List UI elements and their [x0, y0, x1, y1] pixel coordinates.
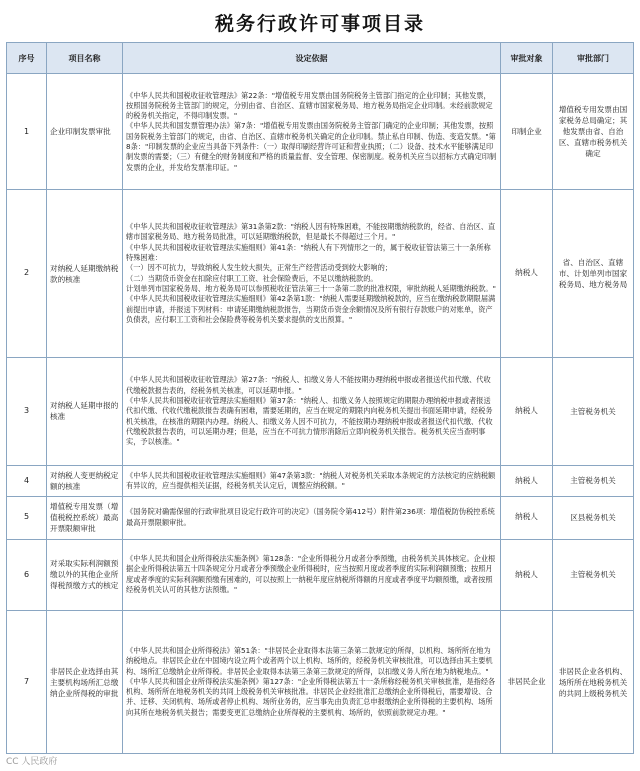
permit-table [6, 42, 634, 754]
row-object: 纳税人 [501, 190, 553, 357]
row-no: 7 [7, 611, 47, 754]
basis-para: 《中华人民共和国企业所得税法》第51条："非居民企业取得本法第三条第二款规定的所得，以机构、场所所在地为纳税地点。非居民企业在中国境内设立两个或者两个以上机构、场所的，经税务机关审核批准，可以选择由其主要机构、场所汇总缴纳企业所得税。非居民企业取得本法第三条第三款规定的所得，以扣缴义务人所在地为纳税地点。" [126, 645, 493, 676]
row-name: 对纳税人变更纳税定额的核准 [47, 466, 123, 497]
header-no: 序号 [7, 43, 47, 74]
table-row [7, 74, 634, 190]
page-title: 税务行政许可事项目录 [214, 13, 425, 35]
basis-para: 《中华人民共和国税收征收管理法实施细则》第47条第3款："纳税人对税务机关采取本条规定的方法核定的应纳税额有异议的，应当提供相关证据，经税务机关认定后，调整应纳税额。" [126, 470, 496, 490]
row-dept: 主管税务机关 [553, 357, 634, 465]
header-name: 项目名称 [47, 43, 123, 74]
row-no: 4 [7, 466, 47, 497]
row-dept: 主管税务机关 [553, 466, 634, 497]
basis-para: 《中华人民共和国税收征收管理法》第22条："增值税专用发票由国务院税务主管部门指定的企业印制；其他发票，按照国务院税务主管部门的规定，分别由省、自治区、直辖市国家税务局、地方税务局指定企业印制。未经前款规定的税务机关指定，不得印制发票。" [126, 90, 493, 121]
basis-para: 《中华人民共和国发票管理办法》第7条："增值税专用发票由国务院税务主管部门确定的企业印制；其他发票，按照国务院税务主管部门的规定，由省、自治区、直辖市税务机关确定的企业印制。禁止私自印制、伪造、变造发票。"第8条："印制发票的企业应当具备下列条件：（一）取得印刷经营许可证和营业执照；（二）设备、技术水平能够满足印制发票的需要；（三）有健全的财务制度和严格的质量监督、安全管理、保密制度。税务机关应当以招标方式确定印制发票的企业，并发给发票准印证。" [126, 121, 497, 172]
row-name: 对纳税人延期缴纳税款的核准 [47, 190, 123, 357]
row-name: 对采取实际利润额预缴以外的其他企业所得税预缴方式的核定 [47, 539, 123, 610]
basis-para: 《中华人民共和国税收征收管理法实施细则》第41条："纳税人有下列情形之一的，属于税收征管法第三十一条所称特殊困难： [126, 242, 491, 263]
basis-para: 《中华人民共和国税收征收管理法实施细则》第42条第1款："纳税人需要延期缴纳税款的，应当在缴纳税款期限届满前提出申请，并报送下列材料：申请延期缴纳税款报告，当期货币资金余额情况及所有银行存款账户的对账单，资产负债表，应付职工工资和社会保险费等税务机关要求提供的支出预算。" [126, 294, 496, 324]
row-object: 纳税人 [501, 357, 553, 465]
row-basis [123, 539, 501, 610]
row-name: 企业印制发票审批 [47, 74, 123, 190]
row-object: 纳税人 [501, 539, 553, 610]
row-basis [123, 357, 501, 465]
row-name: 增值税专用发票（增值税税控系统）最高开票限额审批 [47, 496, 123, 539]
row-dept: 主管税务机关 [553, 539, 634, 610]
basis-para: 《国务院对确需保留的行政审批项目设定行政许可的决定》（国务院令第412号）附件第236项：增值税防伪税控系统最高开票限额审批。 [126, 507, 495, 527]
table-row [7, 357, 634, 465]
basis-para: （二）当期货币资金在扣除应付职工工资、社会保险费后，不足以缴纳税款的。 [126, 273, 378, 283]
table-row [7, 496, 634, 539]
header-row [7, 43, 634, 74]
row-name: 对纳税人延期申报的核准 [47, 357, 123, 465]
row-dept: 非居民企业各机构、场所所在地税务机关的共同上级税务机关 [553, 611, 634, 754]
row-dept: 区县税务机关 [553, 496, 634, 539]
basis-para: 《中华人民共和国企业所得税法实施条例》第128条："企业所得税分月或者分季预缴，由税务机关具体核定。企业根据企业所得税法第五十四条规定分月或者分季预缴企业所得税时，应当按照月度或者季度的实际利润额预缴；按照月度或者季度的实际利润额预缴有困难的，可以按照上一纳税年度应纳税所得额的月度或者季度平均额预缴，或者按照经税务机关认可的其他方法预缴。" [126, 554, 496, 595]
row-basis [123, 190, 501, 357]
basis-para: 《中华人民共和国税收征收管理法实施细则》第37条："纳税人、扣缴义务人按照规定的期限办理纳税申报或者报送代扣代缴、代收代缴税款报告表确有困难，需要延期的，应当在规定的期限内向税务机关提出书面延期申请，经税务机关核准，在核准的期限内办理。纳税人、扣缴义务人因不可抗力，不能按期办理纳税申报或者报送代扣代缴、代收代缴税款报告表的，可以延期办理；但是，应当在不可抗力情形消除后立即向税务机关报告。税务机关应当查明事实，予以核准。" [126, 395, 493, 447]
row-object: 印制企业 [501, 74, 553, 190]
table-row [7, 190, 634, 357]
row-object: 纳税人 [501, 496, 553, 539]
row-no: 6 [7, 539, 47, 610]
row-no: 1 [7, 74, 47, 190]
basis-para: （一）因不可抗力，导致纳税人发生较大损失，正常生产经营活动受到较大影响的； [126, 263, 392, 273]
row-dept: 增值税专用发票由国家税务总局确定；其他发票由省、自治区、直辖市税务机关确定 [553, 74, 634, 190]
table-row [7, 539, 634, 610]
header-dept: 审批部门 [553, 43, 634, 74]
watermark: CC 人民政府 [6, 757, 58, 767]
row-object: 纳税人 [501, 466, 553, 497]
row-no: 3 [7, 357, 47, 465]
basis-para: 计划单列市国家税务局、地方税务局可以参照税收征管法第三十一条第二款的批准权限，审批纳税人延期缴纳税款。" [126, 283, 496, 293]
basis-para: 《中华人民共和国税收征收管理法》第27条："纳税人、扣缴义务人不能按期办理纳税申报或者报送代扣代缴、代收代缴税款报告表的，经税务机关核准，可以延期申报。" [126, 375, 491, 395]
row-basis [123, 466, 501, 497]
basis-para: 《中华人民共和国企业所得税法实施条例》第127条："企业所得税法第五十一条所称经税务机关审核批准，是指经各机构、场所所在地税务机关的共同上级税务机关审核批准。非居民企业经批准汇总缴纳企业所得税后，需要增设、合并、迁移、关闭机构、场所或者停止机构、场所业务的，应当事先由负责汇总申报缴纳企业所得税的主要机构、场所向其所在地税务机关报告；需要变更汇总缴纳企业所得税的主要机构、场所的，依照前款规定办理。" [126, 676, 496, 717]
row-no: 5 [7, 496, 47, 539]
table-row [7, 466, 634, 497]
row-basis [123, 496, 501, 539]
row-name: 非居民企业选择由其主要机构场所汇总缴纳企业所得税的审批 [47, 611, 123, 754]
header-object: 审批对象 [501, 43, 553, 74]
row-basis [123, 611, 501, 754]
row-object: 非居民企业 [501, 611, 553, 754]
header-basis: 设定依据 [123, 43, 501, 74]
basis-para: 《中华人民共和国税收征收管理法》第31条第2款："纳税人因有特殊困难，不能按期缴纳税款的，经省、自治区、直辖市国家税务局、地方税务局批准，可以延期缴纳税款，但是最长不得超过三个月。" [126, 222, 496, 242]
row-dept: 省、自治区、直辖市、计划单列市国家税务局、地方税务局 [553, 190, 634, 357]
row-no: 2 [7, 190, 47, 357]
row-basis [123, 74, 501, 190]
table-row [7, 611, 634, 754]
